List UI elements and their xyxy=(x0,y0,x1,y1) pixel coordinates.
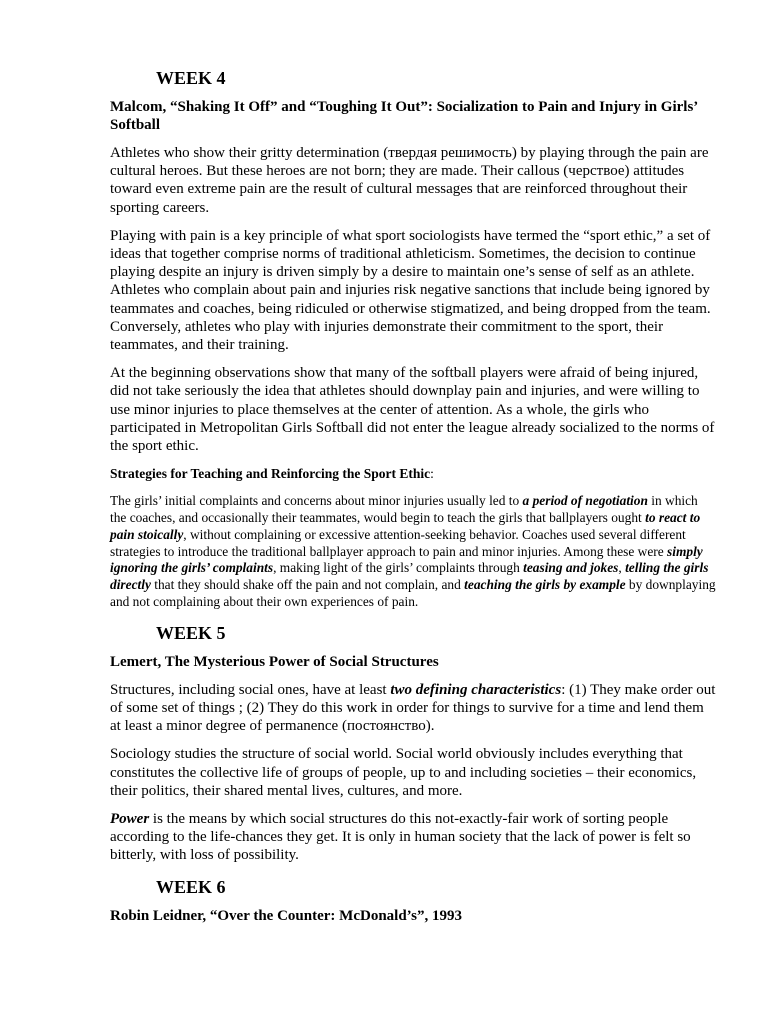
subheading-colon: : xyxy=(430,466,434,482)
w5p1-text-2: : (1) They make order out of some set of things ; (2) They do this work in order for things to survive for a time and lend them at least a minor degree of permanence (постоянство). xyxy=(110,681,716,735)
p4-emphasis-2: to react to pain stoically xyxy=(110,510,701,542)
p4-text-7: by downplaying and not complaining about their own experiences of pain. xyxy=(110,577,716,610)
week-5-reading-title: Lemert, The Mysterious Power of Social Structures xyxy=(110,653,439,670)
week-4-paragraph-2: Playing with pain is a key principle of what sport sociologists have termed the “sport ethic,” a set of ideas that together comprise norms of traditional athleticism. Sometimes, the decision to continue playing despite an injury is driven simply by a desire to maintain one’s sense of self as an athlete. Athletes who complain about pain and injuries risk negative sanctions that include being ignored by teammates and coaches, being ridiculed or otherwise stigmatized, and being dropped from the team. Conversely, athletes who play with injuries demonstrate their commitment to the sport, their teammates, and their training. xyxy=(110,227,711,354)
week-5-paragraph-1 xyxy=(110,681,716,736)
p4-emphasis-4: teasing and jokes xyxy=(523,560,619,576)
week-4-paragraph-1: Athletes who show their gritty determination (твердая решимость) by playing through the pain are cultural heroes. But these heroes are not born; they are made. Their callous (черствое) attitudes toward even extreme pain are the result of cultural messages that are reinforced throughout their sporting careers. xyxy=(110,145,709,216)
p4-text-4: , making light of the girls’ complaints through xyxy=(273,560,524,576)
w5p3-text: is the means by which social structures do this not-exactly-fair work of sorting people according to the life-chances they get. It is only in human society that the lack of power is felt so bitterly, with loss of possibility. xyxy=(110,811,691,864)
p4-emphasis-1: a period of negotiation xyxy=(522,493,648,509)
week-6-section xyxy=(110,875,716,925)
p4-emphasis-3: simply ignoring the girls’ complaints xyxy=(110,543,703,576)
w5p3-emphasis: Power xyxy=(110,811,150,828)
week-6-heading: WEEK 6 xyxy=(156,876,226,897)
week-4-heading: WEEK 4 xyxy=(156,68,226,88)
p4-text-3: , without complaining or excessive attention-seeking behavior. Coaches used several different strategies to introduce the traditional ballplayer approach to pain and minor injuries. Among these were xyxy=(110,526,686,559)
week-6-reading-title: Robin Leidner, “Over the Counter: McDonald’s”, 1993 xyxy=(110,907,462,924)
week-4-section xyxy=(110,66,716,611)
subheading-text: Strategies for Teaching and Reinforcing the Sport Ethic xyxy=(110,466,431,482)
p4-emphasis-6: teaching the girls by example xyxy=(464,577,626,593)
p4-text-6: that they should shake off the pain and not complain, and xyxy=(150,577,465,593)
w5p1-text-1: Structures, including social ones, have at least xyxy=(110,681,391,698)
w5p1-emphasis: two defining characteristics xyxy=(390,681,562,698)
p4-text-2: in which the coaches, and occasionally their teammates, would begin to teach the girls that ballplayers ought xyxy=(110,493,698,526)
week-4-subheading xyxy=(110,465,716,483)
document-content xyxy=(110,66,716,935)
week-4-paragraph-4 xyxy=(110,493,716,611)
week-5-paragraph-2: Sociology studies the structure of social world. Social world obviously includes everything that constitutes the collective life of groups of people, up to and including societies – their economics, their politics, their shared mental lives, cultures, and more. xyxy=(110,746,697,799)
week-5-heading: WEEK 5 xyxy=(156,622,226,643)
p4-emphasis-5: telling the girls directly xyxy=(110,560,709,593)
p4-text-5: , xyxy=(618,560,626,576)
week-4-paragraph-3: At the beginning observations show that many of the softball players were afraid of being injured, did not take seriously the idea that athletes should downplay pain and injuries, and were willing to use minor injuries to place themselves at the center of attention. As a whole, the girls who participated in Metropolitan Girls Softball did not enter the league already socialized to the norms of the sport ethic. xyxy=(110,365,715,455)
week-4-reading-title: Malcom, “Shaking It Off” and “Toughing It Out”: Socialization to Pain and Injury in Girls’ Softball xyxy=(110,99,698,133)
p4-text-1: The girls’ initial complaints and concerns about minor injuries usually led to xyxy=(110,493,523,509)
week-5-paragraph-3 xyxy=(110,810,716,865)
week-5-section xyxy=(110,621,716,865)
